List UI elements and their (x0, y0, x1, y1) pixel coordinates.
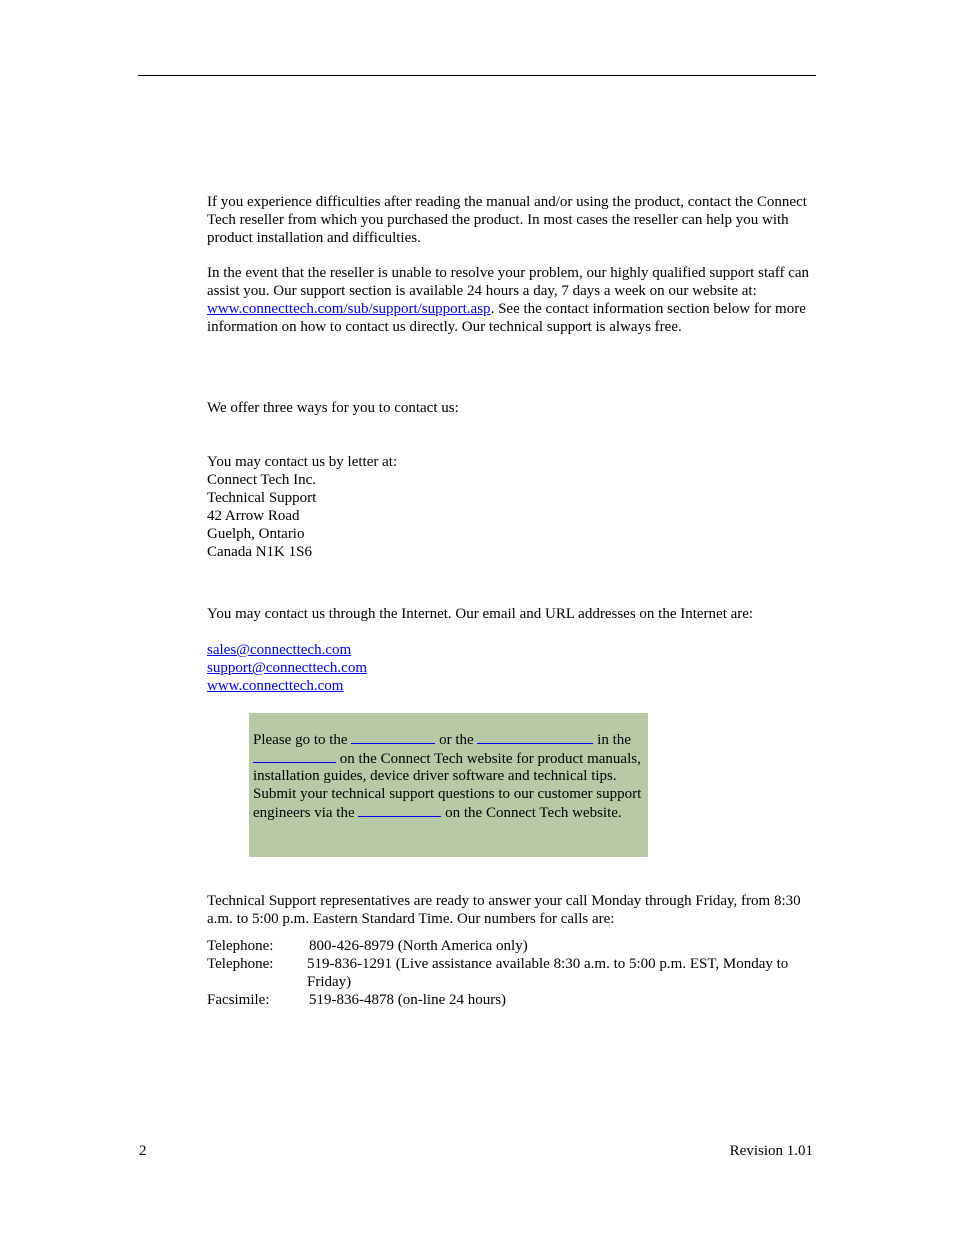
phone-intro: Technical Support representatives are ready to answer your call Monday through Friday, from 8:30 a.m. to 5:00 p.m. Eastern Standard Time. Our numbers for calls are: (207, 893, 801, 927)
intro-paragraph-1: If you experience difficulties after reading the manual and/or using the product, contact the Connect Tech reseller from which you purchased the product. In most cases the reseller can help you with product installation and difficulties. (207, 194, 807, 246)
tip-box (249, 713, 648, 857)
tip-text: Please go to the (253, 732, 352, 748)
fax-label: Facsimile: (207, 992, 270, 1008)
address-line: Canada N1K 1S6 (207, 544, 312, 560)
support-email-link[interactable]: support@connecttech.com (207, 660, 368, 676)
tip-blank-link[interactable] (358, 804, 441, 817)
tip-blank-link[interactable] (351, 731, 435, 744)
tip-text: Submit your technical support questions to our customer support engineers via the (253, 786, 642, 821)
phone-label: Telephone: (207, 956, 274, 972)
header-rule (138, 75, 816, 76)
address-line: Technical Support (207, 490, 317, 506)
page-number: 2 (139, 1143, 147, 1159)
address-line: 42 Arrow Road (207, 508, 300, 524)
intro-paragraph-2 (207, 264, 816, 336)
website-link[interactable]: www.connecttech.com (207, 678, 344, 694)
address-line: Guelph, Ontario (207, 526, 305, 542)
internet-intro: You may contact us through the Internet. Our email and URL addresses on the Internet are: (207, 606, 754, 622)
support-page-link[interactable]: www.connecttech.com/sub/support/support.asp (207, 301, 491, 317)
tip-text: or the (435, 732, 478, 748)
tip-blank-link[interactable] (253, 750, 336, 763)
tip-blank-link[interactable] (477, 731, 593, 744)
intro-text-end: . See the contact information section below for more information on how to contact us directly. Our technical support is always free. (207, 301, 806, 335)
contact-intro: We offer three ways for you to contact us: (207, 400, 459, 416)
intro-text-start: In the event that the reseller is unable to resolve your problem, our highly qualified support staff can assist you. Our support section is available 24 hours a day, 7 days a week on our website at: (207, 265, 810, 299)
tip-text: on the Connect Tech website. (441, 804, 622, 821)
revision-label: Revision 1.01 (729, 1143, 813, 1159)
sales-email-link[interactable]: sales@connecttech.com (207, 642, 352, 658)
tip-text: in the (593, 732, 631, 748)
phone-label: Telephone: (207, 938, 274, 954)
phone-value: 519-836-1291 (Live assistance available 8:30 a.m. to 5:00 p.m. EST, Monday to Friday) (307, 956, 789, 990)
address-line: Connect Tech Inc. (207, 472, 317, 488)
internet-links (207, 641, 816, 695)
phone-value: 800-426-8979 (North America only) (309, 938, 528, 954)
mail-section (207, 453, 816, 561)
tip-text: on the Connect Tech website for product manuals, installation guides, device driver software and technical tips. (253, 750, 641, 785)
fax-value: 519-836-4878 (on-line 24 hours) (309, 992, 507, 1008)
mail-intro: You may contact us by letter at: (207, 454, 398, 470)
